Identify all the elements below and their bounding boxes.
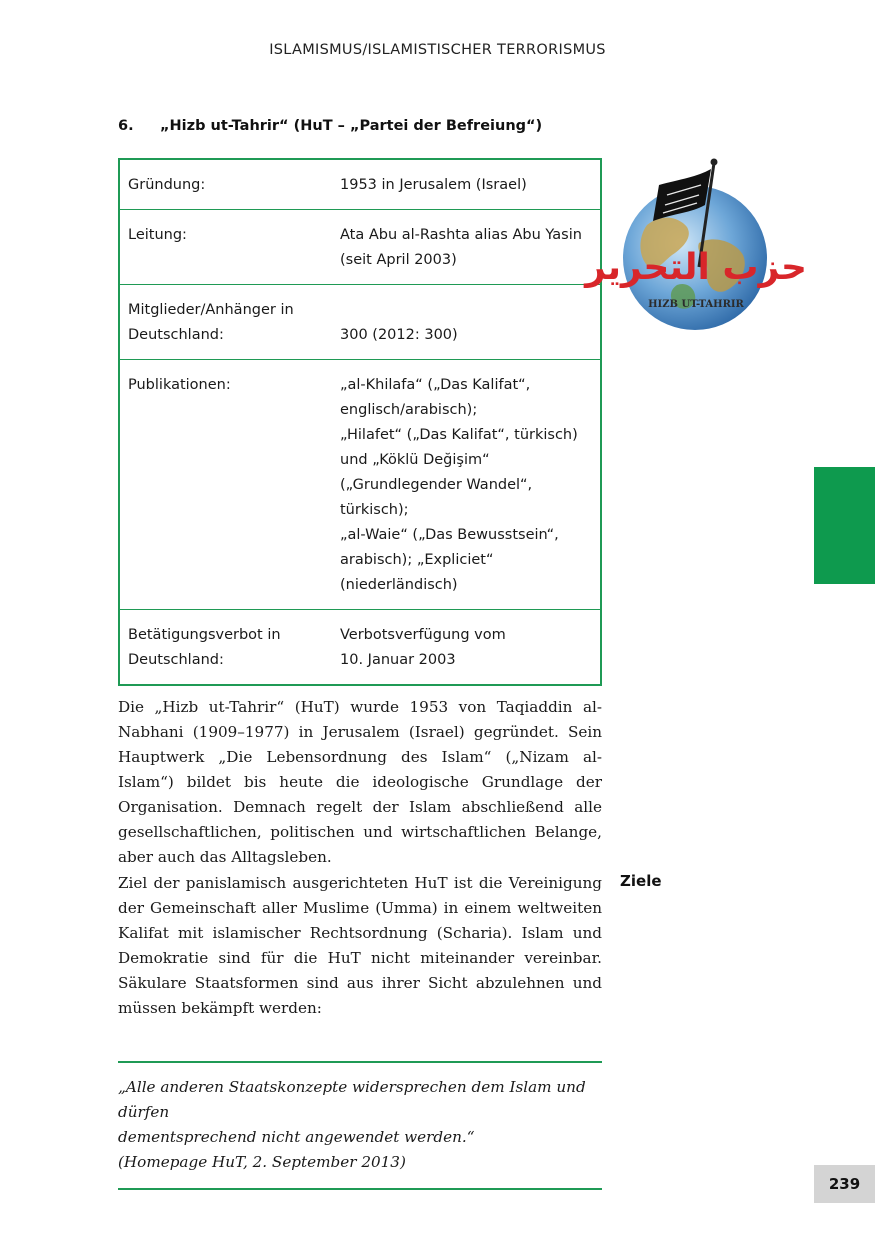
fact-table (118, 158, 602, 686)
logo-arabic-text: حزب التحرير (585, 247, 807, 288)
fact-value-line: „al-Waie“ („Das Bewusstsein“, (340, 527, 559, 543)
fact-value-line: und „Köklü Değişim“ (340, 452, 490, 468)
section-heading (118, 118, 542, 134)
quote-source: (Homepage HuT, 2. September 2013) (118, 1153, 406, 1171)
fact-value (340, 623, 592, 673)
fact-value-line: (niederländisch) (340, 577, 458, 593)
fact-row-leadership (120, 209, 600, 284)
fact-label: Leitung: (128, 227, 187, 243)
fact-value-line: 1953 in Jerusalem (Israel) (340, 177, 527, 193)
fact-value (340, 373, 592, 598)
fact-label (128, 623, 340, 673)
fact-value-line: Ata Abu al-Rashta alias Abu Yasin (340, 227, 582, 243)
fact-value-line: Verbotsverfügung vom (340, 627, 506, 643)
fact-value (340, 223, 592, 273)
quote-box (118, 1061, 602, 1190)
section-number: 6. (118, 118, 134, 134)
fact-value-line: 10. Januar 2003 (340, 652, 456, 668)
fact-label-line: Deutschland: (128, 652, 224, 668)
fact-row-publications (120, 359, 600, 609)
fact-row-founding (120, 160, 600, 209)
margin-note-goals: Ziele (620, 872, 662, 890)
fact-value-line: englisch/arabisch); (340, 402, 478, 418)
fact-label: Publikationen: (128, 377, 231, 393)
quote-line: „Alle anderen Staatskonzepte widersprechen dem Islam und dürfen (118, 1078, 586, 1121)
fact-row-members (120, 284, 600, 359)
section-title-text: „Hizb ut-Tahrir“ (HuT – „Partei der Befreiung“) (160, 118, 543, 134)
fact-label-line: Mitglieder/Anhänger in (128, 302, 294, 318)
fact-label-line: Deutschland: (128, 327, 224, 343)
fact-label-line: Betätigungsverbot in (128, 627, 281, 643)
hizb-ut-tahrir-logo (585, 155, 807, 330)
fact-label: Gründung: (128, 177, 206, 193)
fact-value-line: „Hilafet“ („Das Kalifat“, türkisch) (340, 427, 578, 443)
quote-line: dementsprechend nicht angewendet werden.“ (118, 1128, 475, 1146)
chapter-tab-marker (814, 467, 875, 584)
fact-value-line: (seit April 2003) (340, 252, 457, 268)
fact-value (340, 173, 592, 198)
fact-value-line: 300 (2012: 300) (340, 327, 458, 343)
fact-label (128, 298, 340, 348)
body-paragraph-history: Die „Hizb ut-Tahrir“ (HuT) wurde 1953 von Taqiaddin al-Nabhani (1909–1977) in Jerusalem (Israel) gegründet. Sein Hauptwerk „Die Lebensordnung des Islam“ („Nizam al-Islam“) bildet bis heute die ideologische Grundlage der Organisation. Demnach regelt der Islam abschließend alle gesellschaftlichen, politischen und wirtschaftlichen Belange, aber auch das Alltagsleben. (118, 698, 602, 866)
fact-value (340, 298, 592, 348)
page-number: 239 (814, 1165, 875, 1203)
fact-value-line: „al-Khilafa“ („Das Kalifat“, (340, 377, 531, 393)
logo-caption: HIZB UT-TAHRIR (648, 299, 744, 310)
flag-pole-tip (711, 159, 718, 166)
running-header: ISLAMISMUS/ISLAMISTISCHER TERRORISMUS (269, 42, 606, 58)
body-paragraph-goals: Ziel der panislamisch ausgerichteten HuT ist die Vereinigung der Gemeinschaft aller Muslime (Umma) in einem weltweiten Kalifat mit islamischer Rechtsordnung (Scharia). Islam und Demokratie sind für die HuT nicht miteinander vereinbar. Säkulare Staatsformen sind aus ihrer Sicht abzulehnen und müssen bekämpft werden: (118, 874, 602, 1017)
fact-value-line: („Grundlegender Wandel“, türkisch); (340, 477, 533, 518)
fact-row-ban (120, 609, 600, 684)
fact-value-line: arabisch); „Expliciet“ (340, 552, 494, 568)
